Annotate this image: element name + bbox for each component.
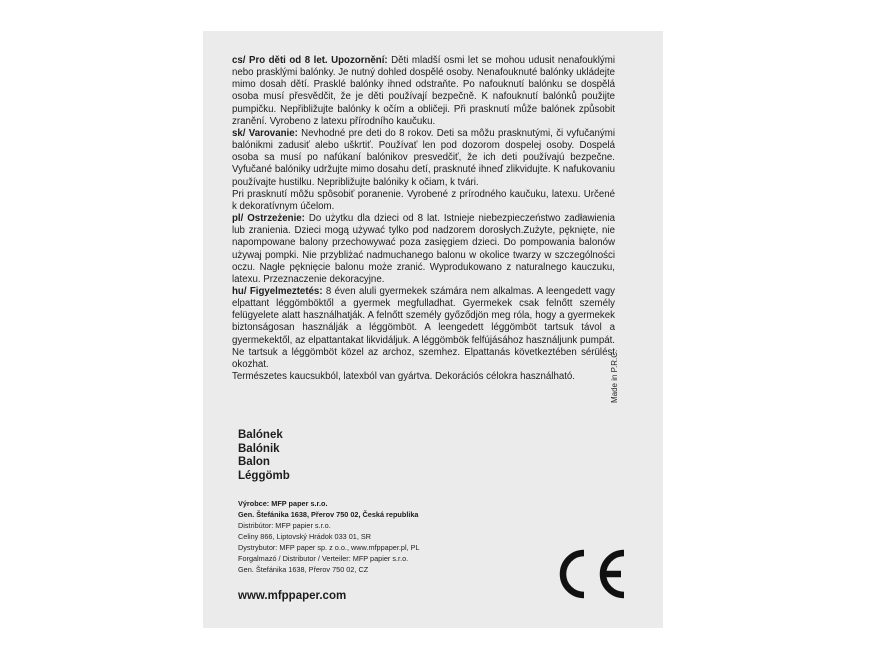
warning-hu-body-2: Természetes kaucsukból, latexból van gyártva. Dekorációs célokra használható. bbox=[232, 371, 576, 383]
warning-hu-heading: hu/ Figyelmeztetés: bbox=[232, 285, 323, 297]
warning-pl-heading: pl/ Ostrzeżenie: bbox=[232, 213, 305, 225]
made-in-text: Made in P.R.C. bbox=[610, 349, 619, 403]
company-info bbox=[238, 498, 420, 575]
product-name-hu: Léggömb bbox=[238, 469, 290, 482]
warning-hu-continued bbox=[232, 371, 615, 383]
warning-cs-heading: cs/ Pro děti od 8 let. Upozornění: bbox=[232, 55, 388, 66]
warning-sk-body-2: Pri prasknutí môžu spôsobiť poranenie. Vyrobené z prírodného kaučuku, latexu. Určené k dekoratívnym účelom. bbox=[232, 188, 615, 212]
warning-cs bbox=[232, 55, 615, 128]
sk-distributor-name: Distribútor: MFP papier s.r.o. bbox=[238, 521, 331, 530]
product-name-cs: Balónek bbox=[238, 429, 283, 441]
hu-distributor-address: Gen. Štefánika 1638, Přerov 750 02, CZ bbox=[238, 565, 369, 574]
hu-distributor-name: Forgalmazó / Distributor / Verteiler: MFP papier s.r.o. bbox=[238, 554, 409, 563]
sk-distributor-address: Celiny 866, Liptovský Hrádok 033 01, SR bbox=[238, 532, 372, 541]
product-names bbox=[238, 429, 290, 483]
warnings-text bbox=[232, 55, 615, 383]
website-url: www.mfppaper.com bbox=[238, 590, 347, 602]
warning-cs-body: Děti mladší osmi let se mohou udusit nenafouklými nebo prasklými balónky. Je nutný dohled dospělé osoby. Nenafouknuté balónky ukládejte mimo dosah dětí. Prasklé balónky ihned odstraňte. Po nafouknutí balónku se dospělá osoba musí přesvědčit, že je děti používají bezpečně. K nafouknutí balónků použijte pumpičku. Nepřibližujte balónky k očím a obličeji. Při prasknutí může balónek způsobit zranění. Vyrobeno z latexu přírodního kaučuku. bbox=[232, 55, 615, 127]
product-name-pl: Balon bbox=[238, 456, 270, 468]
warning-pl-body: Do użytku dla dzieci od 8 lat. Istnieje niebezpieczeństwo zadławienia lub zranienia. Dzieci mogą używać tylko pod nadzorem dorosłych.Zużyte, pęknięte, nie napompowane balony przechowywać poza zasięgiem dzieci. Do pompowania balonów używaj pompki. Nie przybliżać nadmuchanego balonu w okolice twarzy w szczególności oczu. Nagłe pęknięcie balonu może zranić. Wyprodukowano z naturalnego kauczuku, latexu. Przeznaczenie dekoracyjne. bbox=[232, 213, 615, 285]
product-name-sk: Balónik bbox=[238, 442, 280, 455]
product-label bbox=[203, 31, 663, 628]
ce-mark-icon bbox=[553, 546, 629, 602]
warning-hu-body: 8 éven aluli gyermekek számára nem alkalmas. A leengedett vagy elpattant léggömböktől a gyermek megfulladhat. Gyermekek csak felnőtt személy felügyelete alatt használhatják. A felnőtt személy győződjön meg róla, hogy a gyermekek biztonságosan használják a léggömböt. A leengedett léggömböt tartsuk távol a gyermekektől, az elpattantakat likvidáljuk. A léggömbök felfújásához használjunk pumpát. Ne tartsuk a léggömböt közel az archoz, szemhez. Elpattanás következtében sérülést okozhat. bbox=[232, 285, 615, 370]
warning-hu bbox=[232, 286, 615, 371]
warning-sk-body: Nevhodné pre deti do 8 rokov. Deti sa môžu prasknutými, či vyfučanými balónikmi zadusiť alebo uškrtiť. Používať len pod dozorom dospelej osoby. Dospelá osoba sa musí po nafúkaní balónikov presvedčiť, že ich deti používajú bezpečne. Vyfučané balóniky udržujte mimo dosahu detí, prasknuté ihneď zlikvidujte. K nafukovaniu používajte hustilku. Nepribližujte balóniky k očiam, k tvári. bbox=[232, 127, 615, 188]
warning-sk-heading: sk/ Varovanie: bbox=[232, 127, 298, 139]
warning-sk-continued bbox=[232, 189, 615, 213]
manufacturer-name: Výrobce: MFP paper s.r.o. bbox=[238, 499, 328, 508]
manufacturer-address: Gen. Štefánika 1638, Přerov 750 02, Česká republika bbox=[238, 510, 419, 519]
pl-distributor: Dystrybutor: MFP paper sp. z o.o., www.mfppaper.pl, PL bbox=[238, 543, 420, 552]
warning-sk bbox=[232, 128, 615, 189]
warning-pl bbox=[232, 213, 615, 286]
